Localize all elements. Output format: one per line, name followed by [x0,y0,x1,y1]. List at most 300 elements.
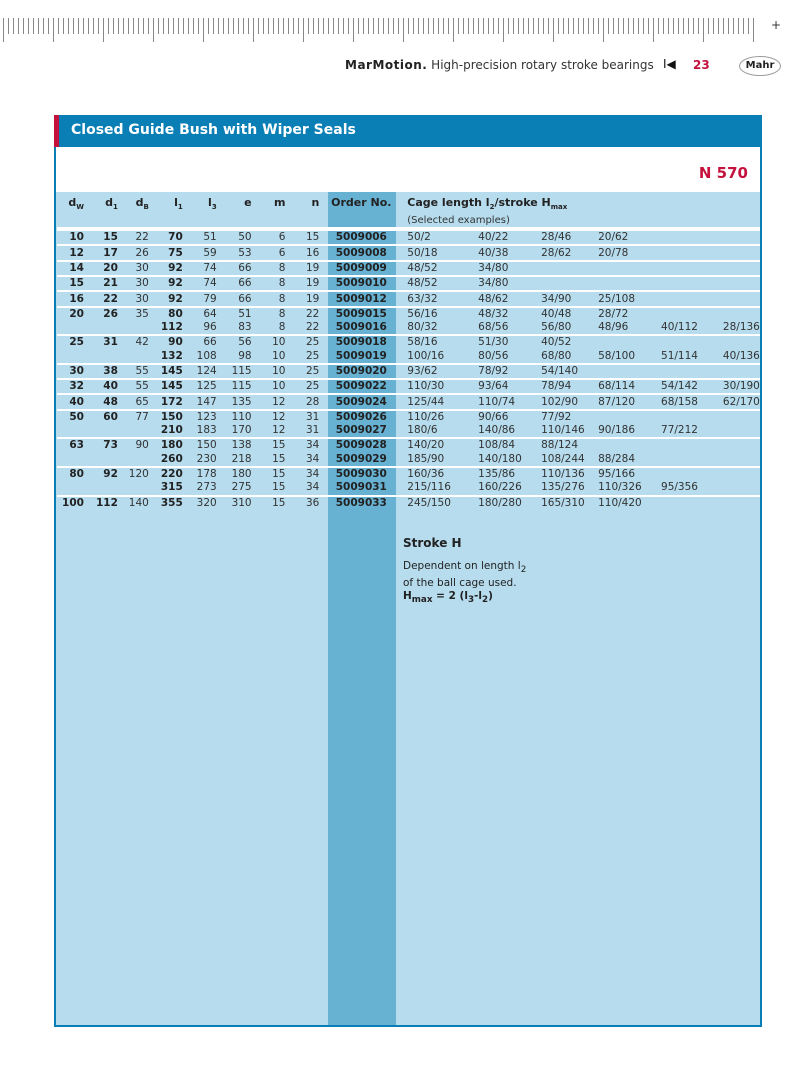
ruler-tick [478,18,479,34]
cell-l3: 320 [196,496,217,509]
cage-stroke-cell [711,438,760,452]
cell-l1: 145 [160,365,183,377]
cell-d1: 112 [95,496,118,509]
cell-l1: 220 [160,468,183,481]
ruler-tick [473,18,474,34]
cell-dw: 40 [69,395,84,408]
cage-stroke-cell [586,261,649,276]
cell-n: 25 [305,349,320,362]
cell-n: 22 [305,307,320,320]
ruler-tick [278,18,279,34]
cage-stroke-cell: 56/80 [541,321,572,334]
order-number[interactable]: 5009006 [335,231,387,244]
cage-stroke-cell [649,410,711,424]
cage-stroke-cell [711,335,760,349]
cage-stroke-cell: 88/124 [541,439,579,452]
stroke-line2: of the ball cage used. [403,577,517,590]
stroke-sub: 2 [520,565,527,576]
cage-stroke-cell: 50/2 [407,231,431,244]
cage-stroke-cell [649,229,711,245]
ruler-tick [323,18,324,34]
cage-stroke-cell: 93/64 [478,380,509,393]
cell-m: 15 [272,468,286,481]
cage-stroke-cell: 34/80 [478,261,509,274]
ruler-tick [198,18,199,34]
cell-e: 110 [231,410,252,423]
cell-e: 115 [231,380,252,393]
cage-stroke-cell: 51/30 [478,336,509,349]
ruler-tick [138,18,139,34]
cell-dB [122,453,153,467]
cell-n: 31 [305,410,320,423]
cell-l1: 355 [160,496,183,509]
cage-stroke-cell [649,438,711,452]
ruler-tick [53,18,54,42]
ruler-tick [728,18,729,34]
ruler-tick [333,18,334,34]
ruler-tick [273,18,274,34]
cage-stroke-cell: 78/92 [478,365,509,377]
cage-stroke-cell: 110/26 [407,410,445,423]
ruler-tick [643,18,644,34]
ruler-tick [383,18,384,34]
cage-stroke-cell: 25/108 [598,292,636,305]
order-number[interactable]: 5009027 [335,424,387,437]
table-row [57,245,760,260]
cage-stroke-cell [711,291,760,306]
cage-stroke-cell [711,245,760,260]
ruler-tick [398,18,399,34]
cage-stroke-cell: 28/46 [541,231,572,244]
cage-stroke-cell: 20/62 [598,231,629,244]
cage-stroke-cell [586,276,649,291]
ruler-tick [188,18,189,34]
t: max [550,203,568,212]
cage-stroke-cell: 95/356 [661,481,698,494]
f-c: -l [474,590,482,603]
order-number[interactable]: 5009026 [335,410,387,423]
cell-e: 53 [238,246,252,259]
cell-m: 6 [278,246,286,259]
cell-l1: 315 [160,481,183,494]
ruler-tick [513,18,514,34]
f-b: = 2 (l [432,590,468,603]
cage-stroke-cell: 100/16 [407,349,445,362]
cage-stroke-cell: 68/158 [661,395,698,408]
ruler-tick [93,18,94,34]
cell-n: 34 [305,439,320,452]
cage-stroke-cell: 165/310 [541,496,585,509]
cell-e: 218 [231,452,252,465]
order-number[interactable]: 5009022 [335,380,387,393]
ruler-tick [533,18,534,34]
cell-dw: 20 [69,307,84,320]
cage-stroke-cell: 80/56 [478,349,509,362]
ruler-tick [723,18,724,34]
ruler-tick [98,18,99,34]
ruler-tick [553,18,554,42]
ruler-tick [208,18,209,34]
cage-stroke-cell: 40/22 [478,231,509,244]
cage-stroke-cell: 78/94 [541,380,572,393]
cell-l1: 145 [160,380,183,393]
order-number[interactable]: 5009018 [335,336,387,349]
cell-d1: 17 [103,246,118,259]
ruler-tick [178,18,179,34]
ruler-tick [743,18,744,34]
cell-l3: 124 [196,365,217,377]
cell-l3: 79 [203,292,217,305]
column-header [57,192,88,229]
cell-dw [57,481,88,495]
header-subtitle: High-precision rotary stroke bearings [431,58,654,72]
cage-stroke-cell: 56/16 [407,307,438,320]
ruler-tick [573,18,574,34]
ruler-tick [488,18,489,34]
cell-dB: 77 [135,410,149,423]
cell-d1: 73 [103,439,118,452]
ruler-tick [463,18,464,34]
cell-n: 25 [305,365,320,377]
cell-n: 34 [305,481,320,494]
cell-dw: 30 [69,365,84,377]
ruler-tick [713,18,714,34]
ruler-tick [428,18,429,34]
cage-stroke-cell: 28/62 [541,246,572,259]
cell-e: 310 [231,496,252,509]
cell-dB: 30 [135,261,149,274]
cage-stroke-cell: 110/136 [541,468,585,481]
ruler-tick [33,18,34,34]
cage-stroke-cell [711,261,760,276]
spec-table [57,192,760,510]
ruler-tick [658,18,659,34]
cell-n: 28 [305,395,320,408]
ruler-tick [588,18,589,34]
cage-stroke-cell: 34/90 [541,292,572,305]
cage-stroke-cell: 48/96 [598,321,629,334]
order-number[interactable]: 5009016 [335,321,387,334]
ruler-tick [578,18,579,34]
cell-l1: 150 [160,410,183,423]
cell-dw [57,453,88,467]
cell-m: 12 [272,410,286,423]
ruler-tick [293,18,294,34]
cell-dB: 55 [135,380,149,393]
cage-stroke-cell [649,276,711,291]
cell-e: 170 [231,424,252,437]
cage-stroke-cell: 95/166 [598,468,636,481]
column-header [289,192,323,229]
ruler-tick [118,18,119,34]
cage-stroke-cell: 102/90 [541,395,579,408]
table-row [57,424,760,438]
cell-m: 8 [278,307,286,320]
cage-stroke-cell: 88/284 [598,452,636,465]
cell-dB: 140 [128,496,149,509]
cell-dw: 63 [69,439,84,452]
order-number[interactable]: 5009010 [335,277,387,290]
ruler-tick [613,18,614,34]
cage-stroke-cell: 40/112 [661,321,698,334]
cell-dB [122,350,153,364]
f-sub2: 3 [467,595,475,606]
cage-stroke-cell: 68/80 [541,349,572,362]
cell-m: 15 [272,452,286,465]
cell-d1: 38 [103,365,118,377]
ruler-tick [678,18,679,34]
ruler-tick [568,18,569,34]
panel-title: Closed Guide Bush with Wiper Seals [54,115,762,147]
ruler-tick [388,18,389,34]
order-number[interactable]: 5009029 [335,452,387,465]
ruler-tick [503,18,504,42]
ruler-tick [423,18,424,34]
ruler-tick [753,18,754,42]
cell-dB: 55 [135,365,149,377]
ruler-tick [543,18,544,34]
cell-m: 15 [272,481,286,494]
cage-stroke-cell: 110/74 [478,395,516,408]
cage-stroke-cell: 185/90 [407,452,445,465]
table-row [57,307,760,321]
order-number[interactable]: 5009028 [335,439,387,452]
ruler-tick [228,18,229,34]
cage-stroke-cell: 51/114 [661,349,698,362]
cage-stroke-cell: 40/38 [478,246,509,259]
cage-stroke-cell: 48/52 [407,261,438,274]
ruler-tick [103,18,104,42]
ruler-tick [373,18,374,34]
cage-stroke-cell: 54/140 [541,365,579,377]
ruler-tick [133,18,134,34]
cell-l1: 112 [160,321,183,334]
cage-stroke-cell [586,364,649,379]
cell-e: 115 [231,365,252,377]
ruler-tick [748,18,749,34]
column-header-main: l [208,196,212,209]
cage-stroke-cell [711,467,760,481]
column-header-sub: 1 [177,203,183,212]
cage-stroke-cell [711,453,760,467]
column-header-sub: B [143,203,149,212]
ruler-tick [518,18,519,34]
product-panel [54,115,762,1027]
cage-stroke-cell: 90/186 [598,424,636,437]
table-row [57,261,760,276]
order-number[interactable]: 5009012 [335,292,387,305]
cell-l1: 92 [168,277,183,290]
ruler-tick [363,18,364,34]
cage-stroke-cell [649,453,711,467]
arrow-icon: I◀ [663,57,676,71]
column-header [153,192,187,229]
cell-d1: 31 [103,336,118,349]
ruler-tick [318,18,319,34]
cell-e: 51 [238,307,252,320]
cage-stroke-cell: 140/20 [407,439,445,452]
cell-dw: 10 [69,231,84,244]
cell-dB: 30 [135,277,149,290]
cage-stroke-cell: 28/136 [722,321,760,334]
table-row [57,496,760,510]
column-header [88,192,122,229]
cage-stroke-cell [711,229,760,245]
cell-l3: 74 [203,277,217,290]
table-row [57,481,760,495]
cell-l1: 260 [160,452,183,465]
cage-stroke-cell [529,261,586,276]
ruler-tick [203,18,204,42]
cell-l3: 273 [196,481,217,494]
cell-n: 36 [305,496,320,509]
cell-n: 19 [305,261,320,274]
table-row [57,453,760,467]
order-number[interactable]: 5009033 [335,496,387,509]
cage-stroke-cell [649,245,711,260]
cage-stroke-cell: 125/44 [407,395,445,408]
ruler-tick [218,18,219,34]
t: 2 [489,203,495,212]
order-number[interactable]: 5009015 [335,307,387,320]
table-row [57,335,760,349]
cage-stroke-cell: 140/86 [478,424,516,437]
cage-stroke-cell: 48/52 [407,277,438,290]
ruler-tick [73,18,74,34]
ruler-tick [663,18,664,34]
cell-dB: 22 [135,231,149,244]
order-number[interactable]: 5009009 [335,261,387,274]
ruler-tick [598,18,599,34]
cage-stroke-cell: 160/36 [407,468,445,481]
cell-dw [57,424,88,438]
cage-stroke-cell [711,424,760,438]
table-row [57,379,760,394]
cell-m: 15 [272,439,286,452]
cell-e: 83 [238,321,252,334]
cell-d1: 60 [103,410,118,423]
cage-stroke-cell: 93/62 [407,365,438,377]
stroke-note [403,537,526,607]
cell-m: 10 [272,336,286,349]
cage-stroke-cell: 40/52 [541,336,572,349]
ruler-tick [413,18,414,34]
cell-n: 22 [305,321,320,334]
cage-stroke-cell: 62/170 [722,395,760,408]
ruler-tick [708,18,709,34]
ruler-tick [43,18,44,34]
cell-dw: 25 [69,336,84,349]
ruler-tick [433,18,434,34]
order-number[interactable]: 5009019 [335,349,387,362]
ruler-tick [108,18,109,34]
cell-l1: 172 [160,395,183,408]
ruler-tick [113,18,114,34]
ruler-tick [173,18,174,34]
column-header-main: d [68,196,77,209]
ruler-tick [583,18,584,34]
cell-dw: 12 [69,246,84,259]
order-number[interactable]: 5009024 [335,395,387,408]
ruler-tick [123,18,124,34]
column-header-main: d [135,196,144,209]
cell-n: 34 [305,452,320,465]
ruler-tick [453,18,454,42]
column-header-main: n [311,196,320,209]
ruler-tick [243,18,244,34]
cage-stroke-cell [586,335,649,349]
stroke-formula [403,590,526,607]
ruler-tick [3,18,4,42]
ruler-tick [508,18,509,34]
ruler-tick [88,18,89,34]
cell-d1: 92 [103,468,118,481]
ruler-tick [703,18,704,42]
cell-m: 6 [278,231,286,244]
cage-stroke-cell [649,467,711,481]
cell-n: 19 [305,292,320,305]
ruler-tick [68,18,69,34]
order-number[interactable]: 5009031 [335,481,387,494]
ruler-tick [633,18,634,34]
ruler-tick [213,18,214,34]
cell-e: 180 [231,468,252,481]
ruler-tick [483,18,484,34]
column-header-main: l [174,196,178,209]
cage-stroke-cell: 40/136 [722,349,760,362]
cell-dw: 80 [69,468,84,481]
column-header-sub: 3 [211,203,217,212]
cage-stroke-cell: 110/326 [598,481,642,494]
code-band [56,147,760,192]
cage-stroke-cell: 58/100 [598,349,636,362]
order-number[interactable]: 5009008 [335,246,387,259]
cell-d1 [88,350,122,364]
cell-dB: 65 [135,395,149,408]
cage-stroke-cell [649,496,711,510]
ruler-tick [688,18,689,34]
cage-stroke-cell [529,276,586,291]
cage-stroke-cell [711,307,760,321]
cage-header-title [407,196,760,214]
cell-d1 [88,321,122,335]
cage-stroke-cell [711,410,760,424]
cell-e: 50 [238,231,252,244]
cell-n: 19 [305,277,320,290]
ruler-tick [248,18,249,34]
cell-n: 25 [305,380,320,393]
cell-l1: 80 [168,307,183,320]
cage-stroke-cell: 77/212 [661,424,698,437]
ruler-tick [8,18,9,34]
ruler-tick [733,18,734,34]
cage-stroke-cell: 110/146 [541,424,585,437]
table-row [57,410,760,424]
cage-stroke-cell: 58/16 [407,336,438,349]
ruler-tick [183,18,184,34]
order-number[interactable]: 5009020 [335,365,387,377]
table-row [57,394,760,409]
column-header [256,192,290,229]
ruler-tick [548,18,549,34]
cell-d1: 26 [103,307,118,320]
ruler-tick [698,18,699,34]
t: Cage length l [407,196,490,209]
cell-l1: 180 [160,439,183,452]
cell-m: 10 [272,349,286,362]
cage-stroke-cell: 160/226 [478,481,522,494]
order-number[interactable]: 5009030 [335,468,387,481]
